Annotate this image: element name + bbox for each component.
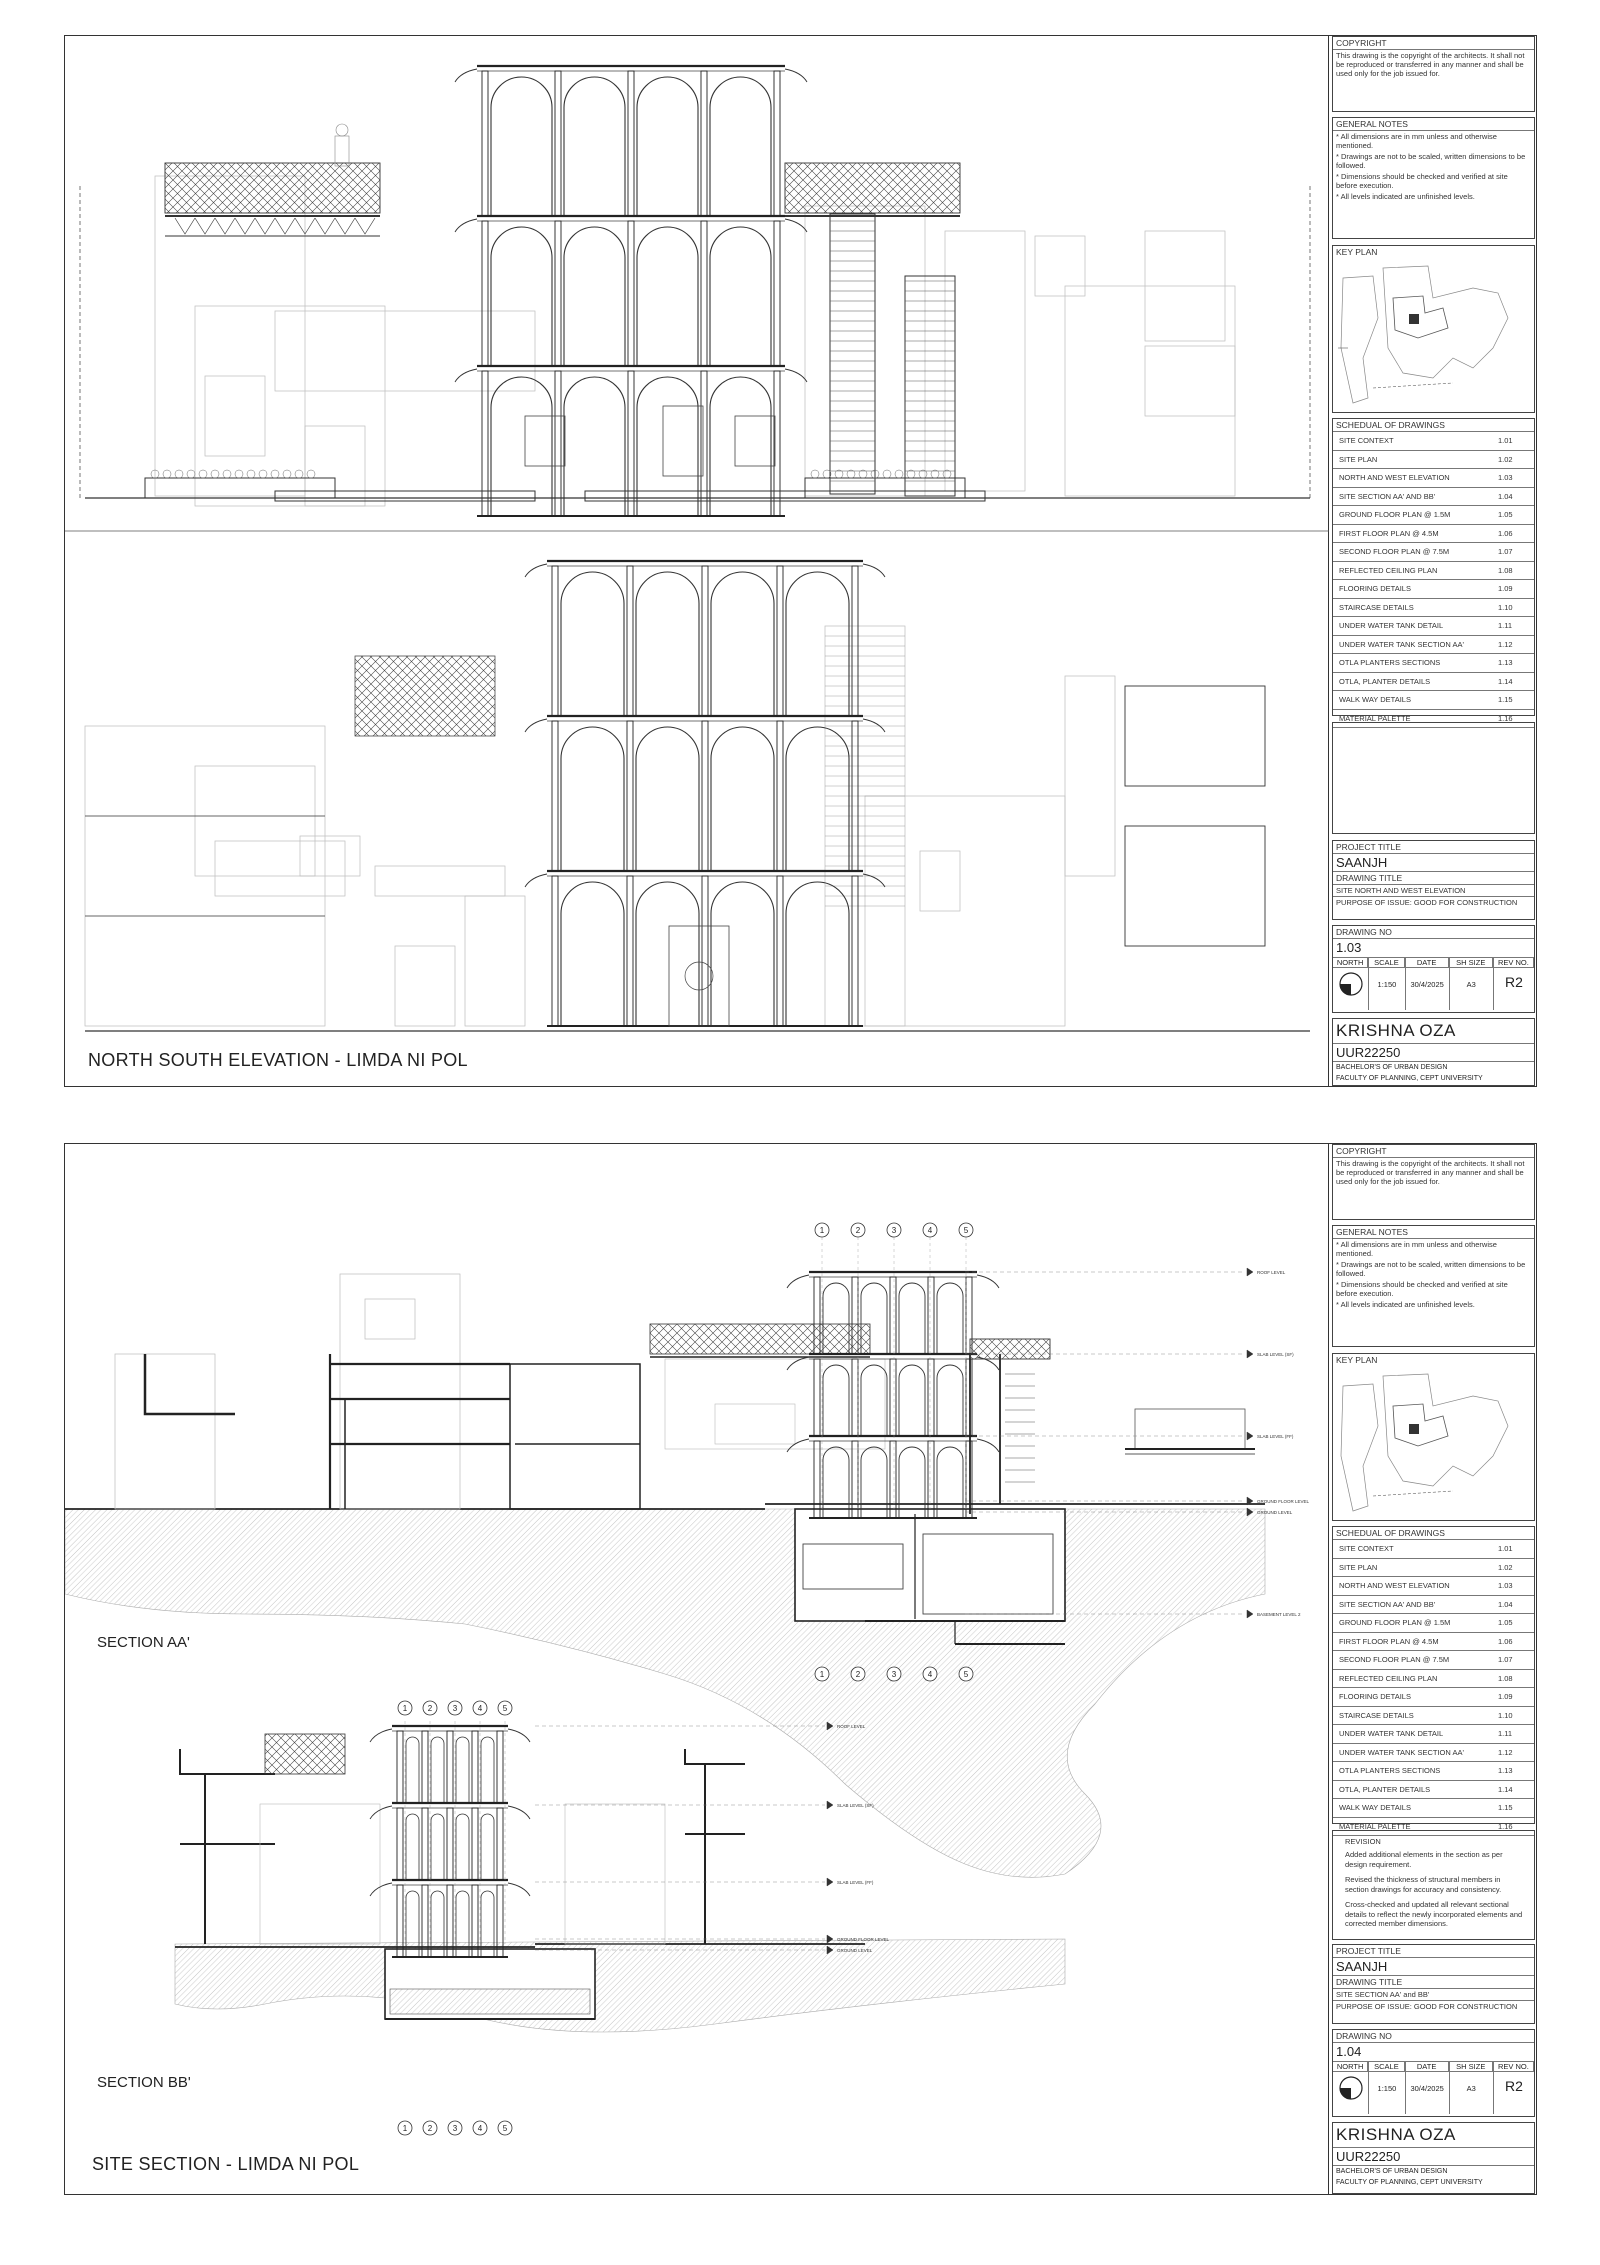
schedule-drawing-name: REFLECTED CEILING PLAN	[1339, 565, 1438, 575]
schedule-row	[1333, 1651, 1534, 1670]
scale-label: SCALE	[1369, 958, 1404, 968]
schedule-drawing-name: MATERIAL PALETTE	[1339, 713, 1411, 723]
copyright-text: This drawing is the copyright of the architects. It shall not be reproduced or transferred in any manner and shall be used only for the job issued for.	[1336, 51, 1525, 78]
schedule-drawing-number: 1.07	[1498, 547, 1513, 557]
schedule-drawing-name: OTLA, PLANTER DETAILS	[1339, 1784, 1431, 1794]
schedule-drawing-number: 1.16	[1498, 713, 1513, 723]
section-bb-label: SECTION BB'	[97, 2074, 191, 2091]
revision-item: Revised the thickness of structural members in section drawings for accuracy and consistency.	[1345, 1875, 1502, 1894]
schedule-row	[1333, 1614, 1534, 1633]
schedule-row	[1333, 654, 1534, 673]
schedule-drawing-name: SITE SECTION AA' AND BB'	[1339, 1599, 1436, 1609]
schedule-drawing-name: OTLA, PLANTER DETAILS	[1339, 676, 1431, 686]
schedule-row	[1333, 1781, 1534, 1800]
schedule-drawing-name: UNDER WATER TANK DETAIL	[1339, 621, 1444, 631]
schedule-drawing-number: 1.09	[1498, 1692, 1513, 1702]
schedule-row	[1333, 1540, 1534, 1559]
schedule-row	[1333, 1633, 1534, 1652]
schedule-row	[1333, 543, 1534, 562]
schedule-drawing-number: 1.11	[1498, 1729, 1513, 1739]
drawing-title: SITE SECTION AA' and BB'	[1333, 1989, 1534, 2001]
schedule-drawing-name: SITE SECTION AA' AND BB'	[1339, 491, 1436, 501]
schedule-row	[1333, 580, 1534, 599]
student-id: UUR22250	[1333, 2148, 1534, 2166]
grid-label: 1	[819, 1670, 825, 1679]
grid-label: 4	[927, 1226, 933, 1235]
level-label: SLAB LEVEL (SF)	[837, 1803, 874, 1808]
north-label: NORTH	[1333, 2062, 1368, 2072]
schedule-drawing-name: FLOORING DETAILS	[1339, 1692, 1411, 1702]
drawing-number-box	[1332, 925, 1535, 1013]
schedule-drawing-name: STAIRCASE DETAILS	[1339, 602, 1414, 612]
copyright-heading: COPYRIGHT	[1333, 1145, 1534, 1158]
level-label: SLAB LEVEL (FF)	[1257, 1434, 1294, 1439]
schedule-box	[1332, 1526, 1535, 1831]
grid-label: 2	[427, 1704, 433, 1713]
north-label: NORTH	[1333, 958, 1368, 968]
project-title: SAANJH	[1333, 854, 1534, 872]
schedule-drawing-name: STAIRCASE DETAILS	[1339, 1710, 1414, 1720]
date-label: DATE	[1406, 958, 1449, 968]
student-id: UUR22250	[1333, 1044, 1534, 1062]
schedule-drawing-number: 1.04	[1498, 1599, 1513, 1609]
note-item: * Dimensions should be checked and verified at site before execution.	[1336, 1280, 1508, 1298]
schedule-drawing-number: 1.08	[1498, 565, 1513, 575]
schedule-drawing-name: SITE PLAN	[1339, 1562, 1378, 1572]
note-item: * Drawings are not to be scaled, written dimensions to be followed.	[1336, 152, 1526, 170]
schedule-row	[1333, 599, 1534, 618]
sheet-north-elevation	[64, 35, 1537, 1087]
copyright-box	[1332, 1144, 1535, 1220]
schedule-row	[1333, 1707, 1534, 1726]
copyright-heading: COPYRIGHT	[1333, 37, 1534, 50]
revision-item: Added additional elements in the section as per design requirement.	[1345, 1850, 1503, 1869]
key-plan-box	[1332, 245, 1535, 413]
general-notes-box	[1332, 1225, 1535, 1347]
note-item: * All dimensions are in mm unless and otherwise mentioned.	[1336, 1240, 1497, 1258]
project-info-box	[1332, 1944, 1535, 2024]
schedule-row	[1333, 432, 1534, 451]
sheet-size-value: A3	[1466, 980, 1476, 989]
schedule-list	[1333, 432, 1534, 728]
schedule-drawing-name: GROUND FLOOR PLAN @ 1.5M	[1339, 510, 1451, 520]
note-item: * Drawings are not to be scaled, written dimensions to be followed.	[1336, 1260, 1526, 1278]
general-notes-heading: GENERAL NOTES	[1333, 118, 1534, 131]
blank-box	[1332, 722, 1535, 834]
grid-label: 4	[927, 1670, 933, 1679]
grid-label: 3	[452, 2124, 458, 2133]
schedule-drawing-number: 1.10	[1498, 1710, 1513, 1720]
schedule-drawing-number: 1.03	[1498, 1581, 1513, 1591]
north-arrow-icon	[1336, 2072, 1366, 2102]
scale-value: 1:150	[1377, 2084, 1397, 2093]
sheet-size-label: SH SIZE	[1450, 2062, 1493, 2072]
schedule-drawing-name: REFLECTED CEILING PLAN	[1339, 1673, 1438, 1683]
note-item: * All dimensions are in mm unless and otherwise mentioned.	[1336, 132, 1497, 150]
schedule-drawing-number: 1.15	[1498, 1803, 1513, 1813]
meta-row	[1333, 2061, 1534, 2114]
schedule-drawing-name: SITE CONTEXT	[1339, 436, 1394, 446]
schedule-row	[1333, 469, 1534, 488]
schedule-drawing-name: SITE PLAN	[1339, 454, 1378, 464]
grid-label: 1	[402, 2124, 408, 2133]
grid-label: 1	[819, 1226, 825, 1235]
schedule-row	[1333, 1688, 1534, 1707]
schedule-drawing-number: 1.01	[1498, 436, 1513, 446]
schedule-row	[1333, 1577, 1534, 1596]
section-aa-label: SECTION AA'	[97, 1634, 190, 1651]
schedule-drawing-number: 1.15	[1498, 695, 1513, 705]
schedule-drawing-number: 1.03	[1498, 473, 1513, 483]
schedule-row	[1333, 488, 1534, 507]
level-label: ROOF LEVEL	[1257, 1270, 1286, 1275]
schedule-drawing-name: FIRST FLOOR PLAN @ 4.5M	[1339, 1636, 1439, 1646]
schedule-drawing-number: 1.06	[1498, 1636, 1513, 1646]
drawing-title-label: DRAWING TITLE	[1333, 872, 1534, 885]
grid-label: 5	[502, 1704, 508, 1713]
drawing-no: 1.04	[1336, 2044, 1362, 2059]
grid-label: 3	[891, 1226, 897, 1235]
grid-label: 3	[891, 1670, 897, 1679]
key-plan-box	[1332, 1353, 1535, 1521]
level-label: SLAB LEVEL (SF)	[1257, 1352, 1294, 1357]
schedule-drawing-number: 1.01	[1498, 1544, 1513, 1554]
schedule-row	[1333, 1596, 1534, 1615]
key-plan-map	[1333, 258, 1533, 408]
schedule-drawing-number: 1.05	[1498, 1618, 1513, 1628]
schedule-row	[1333, 1799, 1534, 1818]
schedule-drawing-name: SECOND FLOOR PLAN @ 7.5M	[1339, 547, 1450, 557]
author-name: KRISHNA OZA	[1333, 1019, 1534, 1044]
level-label: GROUND FLOOR LEVEL	[837, 1937, 890, 1942]
schedule-drawing-number: 1.14	[1498, 1784, 1513, 1794]
revision-heading: REVISION	[1345, 1837, 1381, 1846]
schedule-row	[1333, 636, 1534, 655]
level-label: SLAB LEVEL (FF)	[837, 1880, 874, 1885]
note-item: * All levels indicated are unfinished levels.	[1336, 1300, 1475, 1309]
level-label: BASEMENT LEVEL 2	[1257, 1612, 1301, 1617]
schedule-drawing-name: FIRST FLOOR PLAN @ 4.5M	[1339, 528, 1439, 538]
drawing-title: SITE NORTH AND WEST ELEVATION	[1333, 885, 1534, 897]
title-block	[1332, 1144, 1535, 2194]
author-box	[1332, 1018, 1535, 1086]
date-value: 30/4/2025	[1410, 2084, 1444, 2093]
sheet-site-section	[64, 1143, 1537, 2195]
schedule-row	[1333, 1762, 1534, 1781]
project-title: SAANJH	[1333, 1958, 1534, 1976]
schedule-drawing-number: 1.14	[1498, 676, 1513, 686]
key-plan-map	[1333, 1366, 1533, 1516]
level-label: GROUND LEVEL	[837, 1948, 873, 1953]
rev-no-value: R2	[1504, 974, 1523, 990]
section-drawing	[65, 1144, 1329, 2196]
grid-label: 2	[855, 1670, 861, 1679]
schedule-drawing-number: 1.05	[1498, 510, 1513, 520]
schedule-drawing-name: NORTH AND WEST ELEVATION	[1339, 1581, 1450, 1591]
schedule-drawing-name: SITE CONTEXT	[1339, 1544, 1394, 1554]
note-item: * Dimensions should be checked and verified at site before execution.	[1336, 172, 1508, 190]
schedule-heading: SCHEDUAL OF DRAWINGS	[1333, 1527, 1534, 1540]
level-label: GROUND FLOOR LEVEL	[1257, 1499, 1310, 1504]
schedule-drawing-number: 1.12	[1498, 1747, 1513, 1757]
grid-label: 2	[427, 2124, 433, 2133]
grid-label: 5	[963, 1226, 969, 1235]
schedule-row	[1333, 691, 1534, 710]
schedule-drawing-name: OTLA PLANTERS SECTIONS	[1339, 1766, 1441, 1776]
scale-value: 1:150	[1377, 980, 1397, 989]
level-label: ROOF LEVEL	[837, 1724, 866, 1729]
rev-no-value: R2	[1504, 2078, 1523, 2094]
sheet-size-value: A3	[1466, 2084, 1476, 2093]
schedule-drawing-name: OTLA PLANTERS SECTIONS	[1339, 658, 1441, 668]
author-name: KRISHNA OZA	[1333, 2123, 1534, 2148]
drawing-number-box	[1332, 2029, 1535, 2117]
schedule-drawing-name: GROUND FLOOR PLAN @ 1.5M	[1339, 1618, 1451, 1628]
schedule-row	[1333, 506, 1534, 525]
meta-row	[1333, 957, 1534, 1010]
drawing-caption: SITE SECTION - LIMDA NI POL	[92, 2154, 360, 2174]
schedule-row	[1333, 617, 1534, 636]
schedule-row	[1333, 673, 1534, 692]
key-plan-heading: KEY PLAN	[1336, 247, 1378, 257]
drawing-no-label: DRAWING NO	[1333, 926, 1534, 939]
school-line-1: BACHELOR'S OF URBAN DESIGN	[1336, 1064, 1448, 1071]
schedule-drawing-number: 1.13	[1498, 1766, 1513, 1776]
grid-label: 1	[402, 1704, 408, 1713]
elevation-drawing	[65, 36, 1329, 1088]
drawing-no: 1.03	[1336, 940, 1362, 955]
schedule-drawing-name: NORTH AND WEST ELEVATION	[1339, 473, 1450, 483]
schedule-drawing-number: 1.02	[1498, 454, 1513, 464]
schedule-row	[1333, 1744, 1534, 1763]
grid-label: 3	[452, 1704, 458, 1713]
general-notes-heading: GENERAL NOTES	[1333, 1226, 1534, 1239]
purpose-of-issue: PURPOSE OF ISSUE: GOOD FOR CONSTRUCTION	[1336, 898, 1518, 907]
project-title-label: PROJECT TITLE	[1333, 1945, 1534, 1958]
key-plan-heading: KEY PLAN	[1336, 1355, 1378, 1365]
schedule-drawing-number: 1.04	[1498, 491, 1513, 501]
grid-label: 4	[477, 2124, 483, 2133]
schedule-drawing-number: 1.02	[1498, 1562, 1513, 1572]
schedule-row	[1333, 1725, 1534, 1744]
revision-box	[1332, 1830, 1535, 1940]
schedule-row	[1333, 1559, 1534, 1578]
schedule-drawing-number: 1.16	[1498, 1821, 1513, 1831]
grid-label: 2	[855, 1226, 861, 1235]
drawing-caption: NORTH SOUTH ELEVATION - LIMDA NI POL	[88, 1050, 468, 1070]
schedule-box	[1332, 418, 1535, 723]
project-info-box	[1332, 840, 1535, 920]
schedule-row	[1333, 1670, 1534, 1689]
rev-no-label: REV NO.	[1494, 958, 1534, 968]
drawing-no-label: DRAWING NO	[1333, 2030, 1534, 2043]
grid-label: 5	[502, 2124, 508, 2133]
schedule-drawing-name: WALK WAY DETAILS	[1339, 695, 1411, 705]
grid-label: 5	[963, 1670, 969, 1679]
project-title-label: PROJECT TITLE	[1333, 841, 1534, 854]
school-line-2: FACULTY OF PLANNING, CEPT UNIVERSITY	[1336, 2178, 1483, 2186]
schedule-drawing-name: UNDER WATER TANK SECTION AA'	[1339, 1747, 1464, 1757]
date-value: 30/4/2025	[1410, 980, 1444, 989]
schedule-drawing-number: 1.06	[1498, 528, 1513, 538]
schedule-drawing-name: FLOORING DETAILS	[1339, 584, 1411, 594]
schedule-drawing-number: 1.07	[1498, 1655, 1513, 1665]
sheet-size-label: SH SIZE	[1450, 958, 1493, 968]
schedule-drawing-number: 1.13	[1498, 658, 1513, 668]
section-drawing-area	[65, 1144, 1329, 2194]
copyright-text: This drawing is the copyright of the architects. It shall not be reproduced or transferred in any manner and shall be used only for the job issued for.	[1336, 1159, 1525, 1186]
schedule-drawing-number: 1.11	[1498, 621, 1513, 631]
scale-label: SCALE	[1369, 2062, 1404, 2072]
schedule-row	[1333, 525, 1534, 544]
author-box	[1332, 2122, 1535, 2194]
schedule-drawing-number: 1.10	[1498, 602, 1513, 612]
elevation-drawing-area	[65, 36, 1329, 1086]
schedule-heading: SCHEDUAL OF DRAWINGS	[1333, 419, 1534, 432]
schedule-drawing-number: 1.09	[1498, 584, 1513, 594]
schedule-drawing-name: WALK WAY DETAILS	[1339, 1803, 1411, 1813]
school-line-1: BACHELOR'S OF URBAN DESIGN	[1336, 2168, 1448, 2175]
schedule-drawing-name: UNDER WATER TANK DETAIL	[1339, 1729, 1444, 1739]
schedule-drawing-name: SECOND FLOOR PLAN @ 7.5M	[1339, 1655, 1450, 1665]
schedule-list	[1333, 1540, 1534, 1836]
rev-no-label: REV NO.	[1494, 2062, 1534, 2072]
drawing-title-label: DRAWING TITLE	[1333, 1976, 1534, 1989]
school-line-2: FACULTY OF PLANNING, CEPT UNIVERSITY	[1336, 1074, 1483, 1082]
purpose-of-issue: PURPOSE OF ISSUE: GOOD FOR CONSTRUCTION	[1336, 2002, 1518, 2011]
general-notes-box	[1332, 117, 1535, 239]
level-label: GROUND LEVEL	[1257, 1510, 1293, 1515]
revision-item: Cross-checked and updated all relevant sectional details to reflect the newly incorporated elements and corrected member dimensions.	[1345, 1900, 1523, 1928]
schedule-drawing-number: 1.12	[1498, 639, 1513, 649]
north-arrow-icon	[1336, 968, 1366, 998]
schedule-drawing-name: MATERIAL PALETTE	[1339, 1821, 1411, 1831]
schedule-drawing-name: UNDER WATER TANK SECTION AA'	[1339, 639, 1464, 649]
copyright-box	[1332, 36, 1535, 112]
note-item: * All levels indicated are unfinished levels.	[1336, 192, 1475, 201]
schedule-row	[1333, 562, 1534, 581]
title-block	[1332, 36, 1535, 1086]
date-label: DATE	[1406, 2062, 1449, 2072]
grid-label: 4	[477, 1704, 483, 1713]
schedule-row	[1333, 451, 1534, 470]
schedule-drawing-number: 1.08	[1498, 1673, 1513, 1683]
